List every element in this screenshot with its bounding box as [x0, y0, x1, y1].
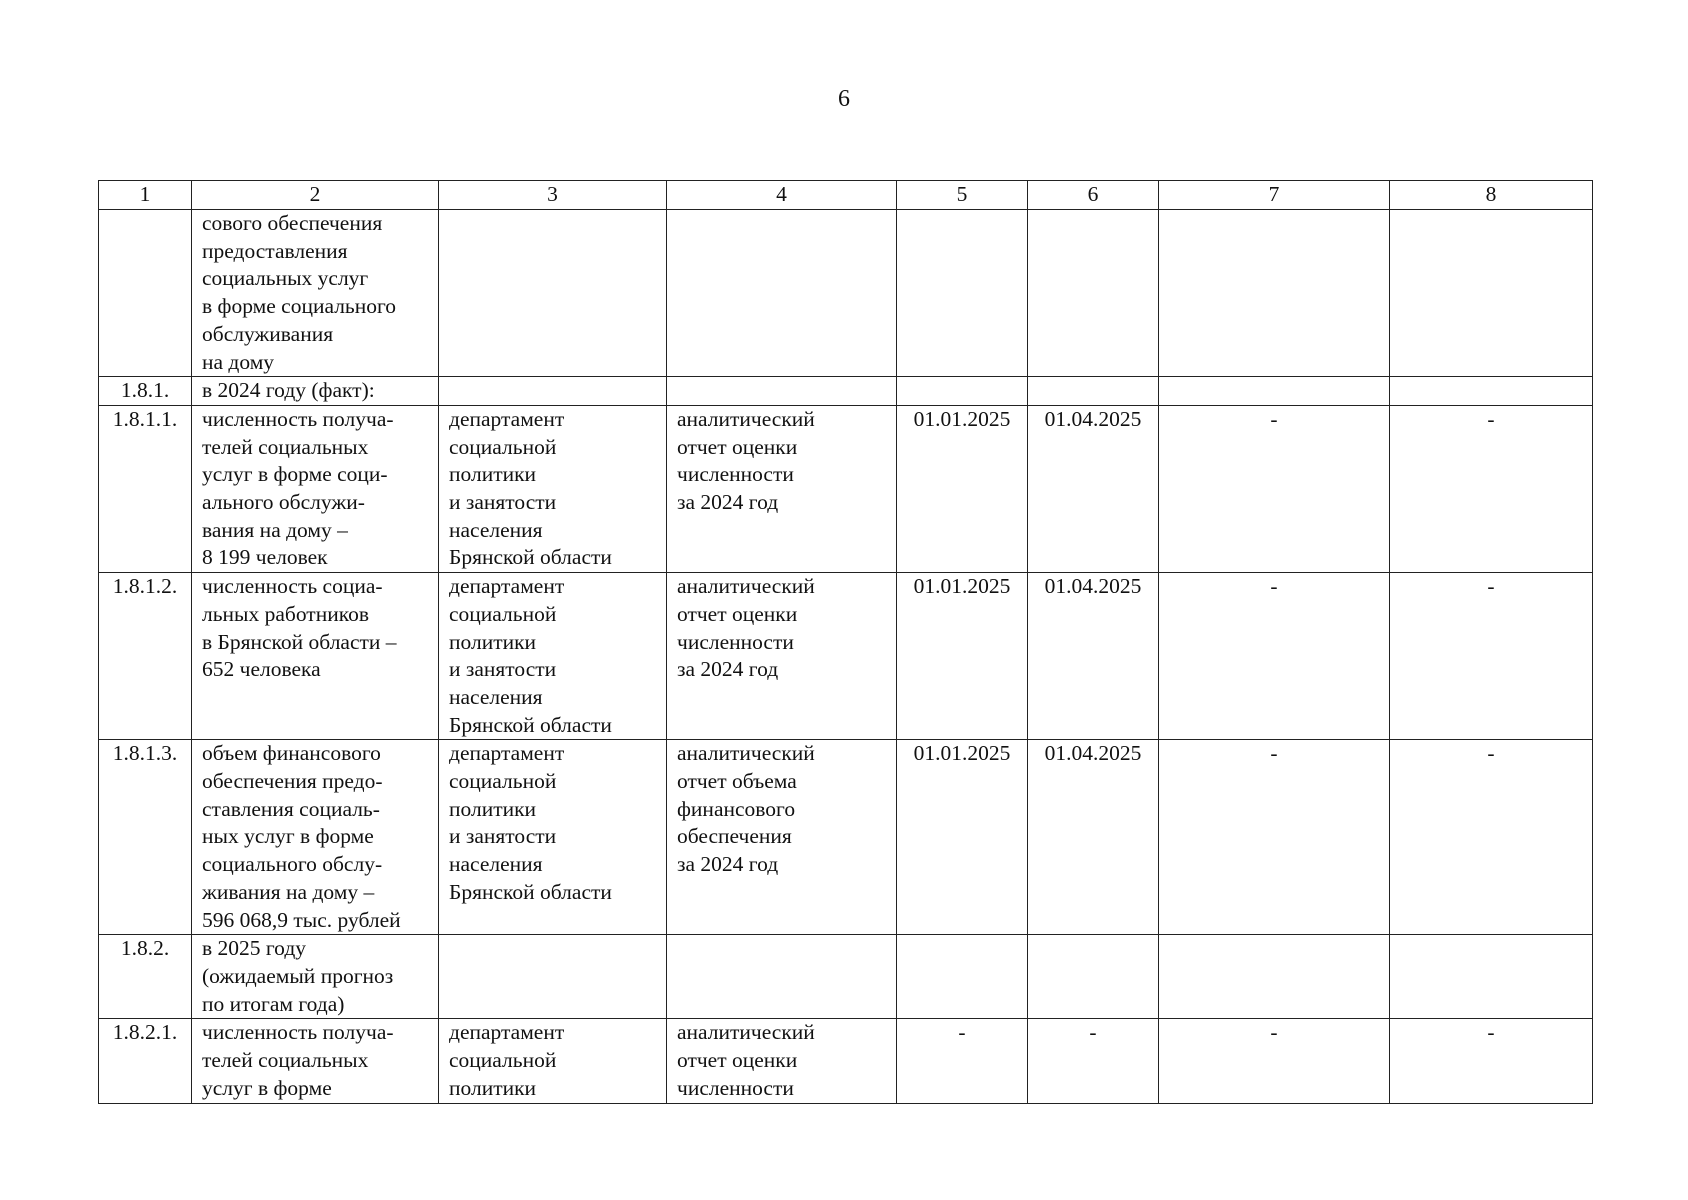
item-col6	[1028, 377, 1159, 406]
item-document: аналитический отчет оценки численности за 2024 год	[667, 573, 897, 740]
column-header: 3	[439, 181, 667, 210]
table-row	[99, 1019, 1593, 1103]
column-header: 6	[1028, 181, 1159, 210]
item-col6: 01.04.2025	[1028, 740, 1159, 935]
column-header: 8	[1390, 181, 1593, 210]
item-col6: 01.04.2025	[1028, 573, 1159, 740]
item-col5	[897, 210, 1028, 377]
item-col5	[897, 377, 1028, 406]
table-row	[99, 377, 1593, 406]
plan-table	[98, 180, 1593, 1104]
item-col7	[1159, 935, 1390, 1019]
item-col5: 01.01.2025	[897, 405, 1028, 572]
item-col8: -	[1390, 573, 1593, 740]
item-responsible: департамент социальной политики и занятости населения Брянской области	[439, 740, 667, 935]
item-number: 1.8.1.	[99, 377, 192, 406]
table-row	[99, 405, 1593, 572]
item-responsible	[439, 210, 667, 377]
item-col8: -	[1390, 740, 1593, 935]
column-header: 4	[667, 181, 897, 210]
item-col5: 01.01.2025	[897, 740, 1028, 935]
item-number: 1.8.2.1.	[99, 1019, 192, 1103]
item-description: в 2025 году (ожидаемый прогноз по итогам года)	[192, 935, 439, 1019]
item-col5: 01.01.2025	[897, 573, 1028, 740]
item-col8: -	[1390, 1019, 1593, 1103]
item-description: численность получа- телей социальных услуг в форме	[192, 1019, 439, 1103]
item-col6: 01.04.2025	[1028, 405, 1159, 572]
item-number	[99, 210, 192, 377]
item-col7: -	[1159, 405, 1390, 572]
item-document	[667, 210, 897, 377]
item-col6	[1028, 210, 1159, 377]
table-row	[99, 210, 1593, 377]
column-header: 2	[192, 181, 439, 210]
item-number: 1.8.1.2.	[99, 573, 192, 740]
item-description: сового обеспечения предоставления социальных услуг в форме социального обслуживания на дому	[192, 210, 439, 377]
item-responsible: департамент социальной политики и занятости населения Брянской области	[439, 405, 667, 572]
item-document	[667, 377, 897, 406]
item-col7	[1159, 210, 1390, 377]
item-col6	[1028, 935, 1159, 1019]
item-document	[667, 935, 897, 1019]
item-number: 1.8.1.3.	[99, 740, 192, 935]
item-responsible: департамент социальной политики	[439, 1019, 667, 1103]
item-document: аналитический отчет объема финансового обеспечения за 2024 год	[667, 740, 897, 935]
item-description: объем финансового обеспечения предо- ставления социаль- ных услуг в форме социального обслу- живания на дому – 596 068,9 тыс. рублей	[192, 740, 439, 935]
column-header: 7	[1159, 181, 1390, 210]
column-header: 5	[897, 181, 1028, 210]
item-col8	[1390, 377, 1593, 406]
item-col7: -	[1159, 740, 1390, 935]
item-col7	[1159, 377, 1390, 406]
item-description: в 2024 году (факт):	[192, 377, 439, 406]
item-description: численность получа- телей социальных услуг в форме соци- ального обслужи- вания на дому – 8 199 человек	[192, 405, 439, 572]
item-col8	[1390, 935, 1593, 1019]
page-number: 6	[838, 86, 850, 112]
table-row	[99, 573, 1593, 740]
table-header-row	[99, 181, 1593, 210]
column-header: 1	[99, 181, 192, 210]
item-document: аналитический отчет оценки численности за 2024 год	[667, 405, 897, 572]
item-responsible: департамент социальной политики и занятости населения Брянской области	[439, 573, 667, 740]
item-col8: -	[1390, 405, 1593, 572]
item-responsible	[439, 377, 667, 406]
table-row	[99, 935, 1593, 1019]
item-number: 1.8.1.1.	[99, 405, 192, 572]
item-document: аналитический отчет оценки численности	[667, 1019, 897, 1103]
item-number: 1.8.2.	[99, 935, 192, 1019]
item-col7: -	[1159, 1019, 1390, 1103]
item-responsible	[439, 935, 667, 1019]
item-description: численность социа- льных работников в Брянской области – 652 человека	[192, 573, 439, 740]
item-col6: -	[1028, 1019, 1159, 1103]
item-col5	[897, 935, 1028, 1019]
item-col7: -	[1159, 573, 1390, 740]
table-row	[99, 740, 1593, 935]
item-col5: -	[897, 1019, 1028, 1103]
item-col8	[1390, 210, 1593, 377]
